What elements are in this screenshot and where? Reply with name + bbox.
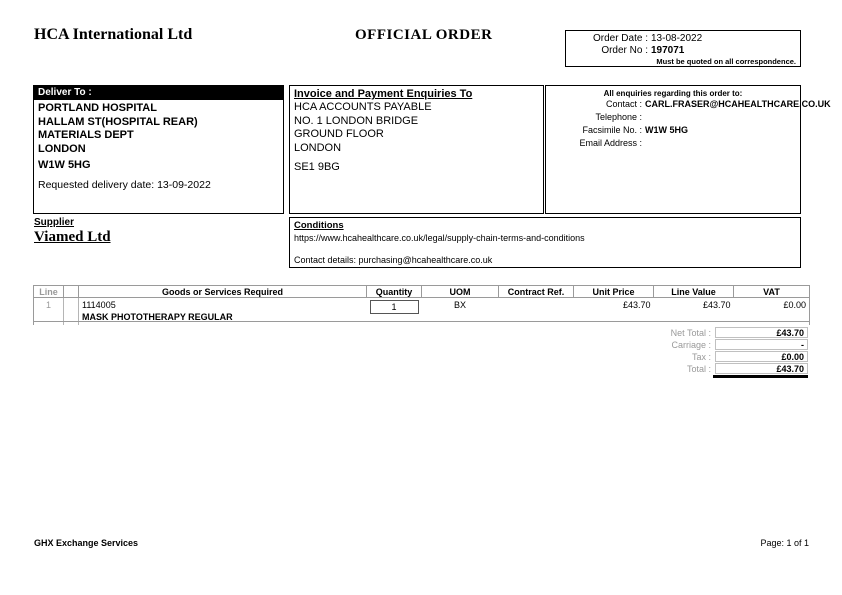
total-label: Total : (686, 363, 711, 374)
item-line-value: £43.70 (702, 300, 731, 310)
company-title: HCA International Ltd (34, 26, 193, 43)
conditions-header: Conditions (294, 220, 344, 231)
deliver-postcode: W1W 5HG (38, 159, 91, 171)
table-bottom-rule (33, 321, 809, 322)
document-title: OFFICIAL ORDER (355, 27, 493, 43)
col-header-line: Line (34, 286, 64, 298)
total-value: £43.70 (715, 363, 808, 374)
conditions-url: https://www.hcahealthcare.co.uk/legal/supply-chain-terms-and-conditions (294, 233, 585, 243)
invoice-line: GROUND FLOOR (294, 128, 384, 140)
enquiry-row-email (550, 137, 796, 150)
total-row (600, 363, 808, 374)
carriage-label: Carriage : (671, 339, 711, 350)
conditions-box (289, 217, 801, 268)
col-header-goods: Goods or Services Required (79, 286, 367, 298)
item-line-number: 1 (34, 298, 64, 326)
deliver-line: LONDON (38, 142, 86, 155)
item-unit-price: £43.70 (622, 300, 651, 310)
deliver-line: MATERIALS DEPT (38, 129, 134, 141)
net-total-label: Net Total : (670, 327, 711, 338)
order-number-value: 197071 (651, 45, 685, 56)
net-total-value: £43.70 (715, 327, 808, 338)
footer-service-name: GHX Exchange Services (34, 538, 139, 548)
carriage-row (600, 339, 808, 350)
requested-delivery-date: Requested delivery date: 13-09-2022 (38, 178, 211, 191)
col-header-line-value: Line Value (654, 286, 734, 298)
invoice-line: HCA ACCOUNTS PAYABLE (294, 101, 432, 113)
totals-section (600, 327, 808, 378)
net-total-row (600, 327, 808, 338)
col-header-quantity: Quantity (367, 286, 422, 298)
col-header-spacer (64, 286, 79, 298)
order-note: Must be quoted on all correspondence. (656, 57, 796, 66)
order-number-label: Order No : (601, 45, 648, 56)
col-header-uom: UOM (422, 286, 499, 298)
enquiry-row-facsimile (550, 124, 796, 137)
line-items-table (33, 285, 810, 325)
invoice-enquiries-header: Invoice and Payment Enquiries To (294, 88, 473, 100)
supplier-label: Supplier (34, 217, 75, 228)
item-code: 1114005 (82, 300, 116, 310)
enquiry-row-contact (550, 98, 831, 111)
enquiry-row-telephone (550, 111, 796, 124)
tax-row (600, 351, 808, 362)
total-underline (713, 375, 808, 378)
item-uom: BX (453, 300, 466, 310)
tax-label: Tax : (691, 351, 711, 362)
email-label: Email Address : (579, 138, 642, 148)
deliver-to-box (33, 85, 284, 214)
table-header-row (34, 286, 810, 298)
supplier-section (34, 217, 111, 246)
col-header-vat: VAT (734, 286, 810, 298)
col-header-unit-price: Unit Price (574, 286, 654, 298)
page-number: Page: 1 of 1 (760, 538, 809, 548)
conditions-contact: Contact details: purchasing@hcahealthcare.co.uk (294, 255, 493, 265)
item-quantity: 1 (370, 300, 419, 314)
invoice-line: NO. 1 LONDON BRIDGE (294, 114, 419, 127)
deliver-line: HALLAM ST(HOSPITAL REAR) (38, 115, 198, 128)
supplier-name: Viamed Ltd (34, 229, 111, 245)
order-info-box (565, 30, 801, 67)
order-date-label: Order Date : (592, 33, 648, 44)
item-description: MASK PHOTOTHERAPY REGULAR (82, 312, 233, 322)
contact-label: Contact : (605, 99, 642, 109)
deliver-line: PORTLAND HOSPITAL (38, 102, 157, 114)
invoice-line: LONDON (294, 141, 342, 154)
deliver-to-address (34, 100, 283, 191)
tax-value: £0.00 (715, 351, 808, 362)
order-date-value: 13-08-2022 (651, 33, 703, 44)
item-vat: £0.00 (734, 298, 810, 326)
enquiries-header: All enquiries regarding this order to: (603, 89, 743, 98)
facsimile-label: Facsimile No. : (582, 125, 642, 135)
facsimile-value: W1W 5HG (645, 125, 689, 135)
contact-value: CARL.FRASER@HCAHEALTHCARE.CO.UK (645, 99, 831, 109)
deliver-to-header: Deliver To : (34, 86, 283, 100)
invoice-postcode: SE1 9BG (294, 161, 340, 173)
telephone-label: Telephone : (595, 112, 642, 122)
col-header-contract-ref: Contract Ref. (499, 286, 574, 298)
order-number-row (570, 45, 796, 57)
invoice-enquiries-box (289, 85, 544, 214)
carriage-value: - (715, 339, 808, 350)
order-date-row (570, 33, 796, 45)
order-enquiries-box (545, 85, 831, 214)
